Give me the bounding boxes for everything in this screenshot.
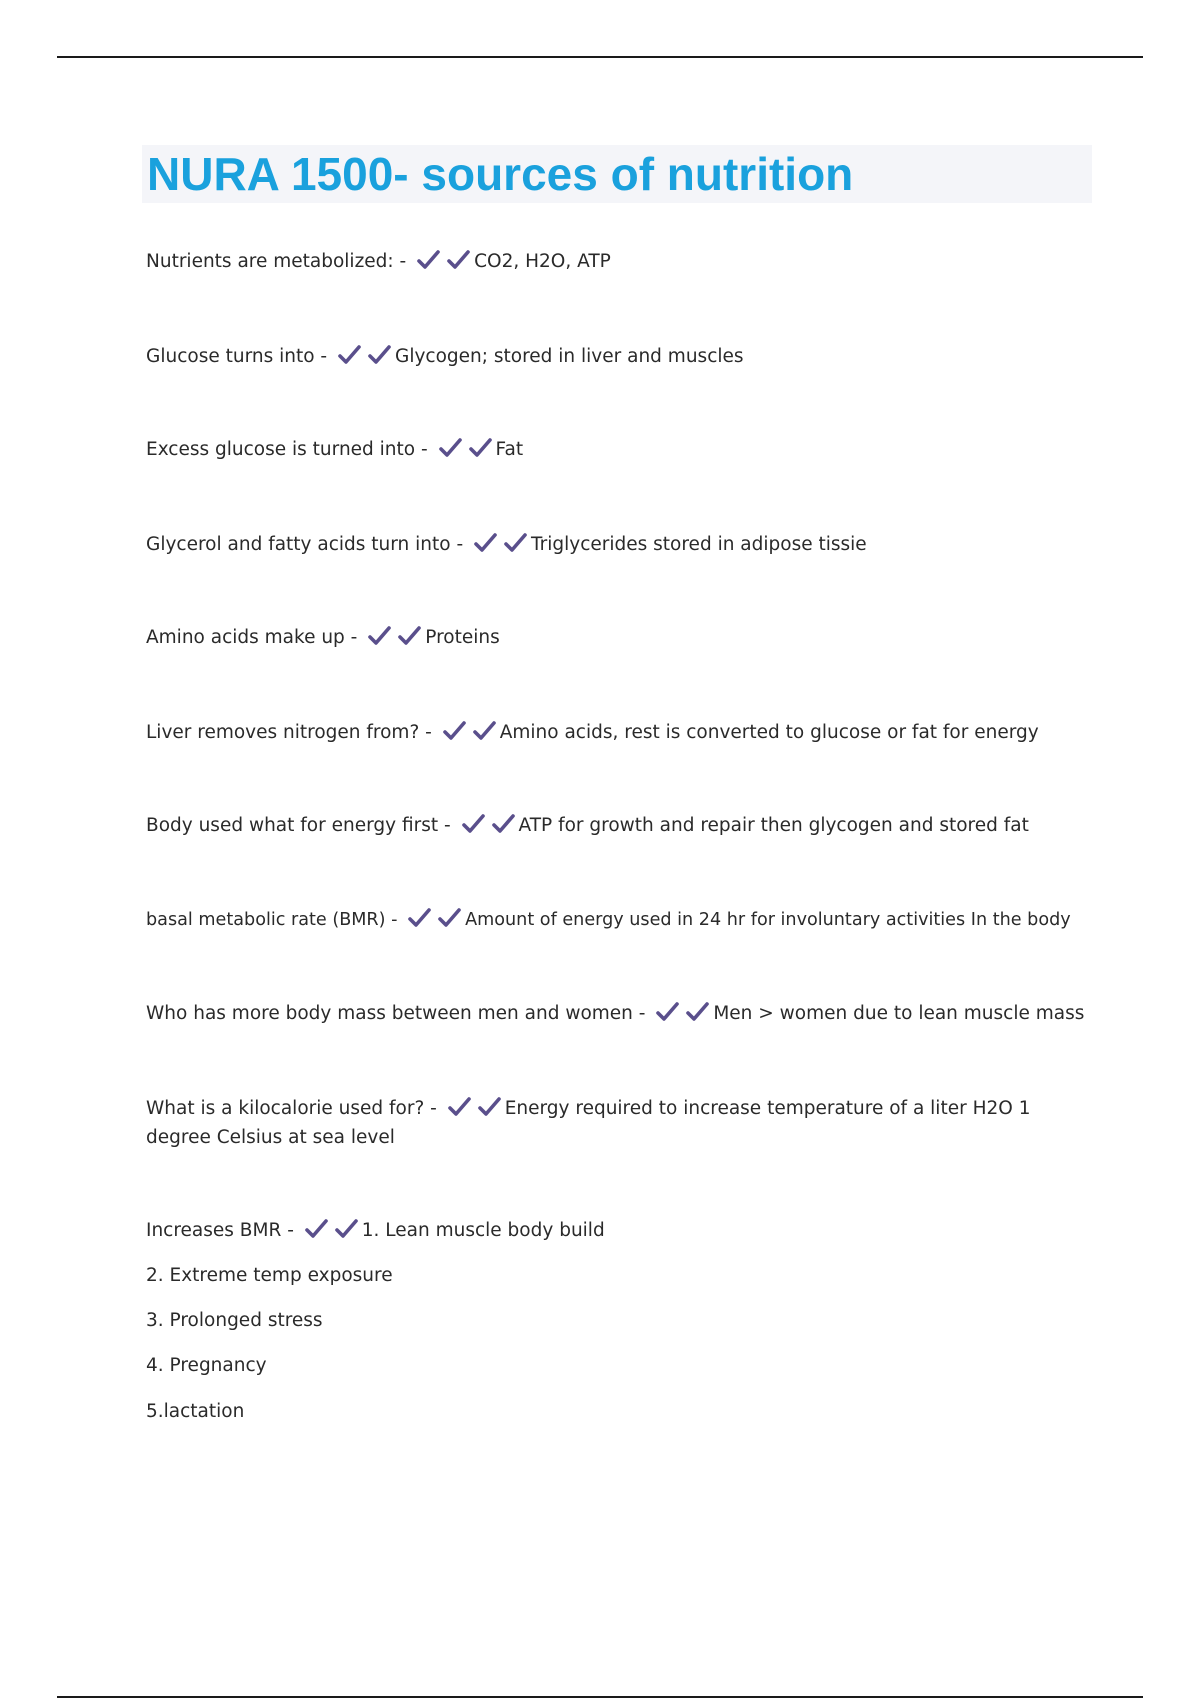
check-icon [492, 814, 515, 834]
top-rule [57, 56, 1143, 58]
bottom-rule [57, 1696, 1143, 1698]
question-text: Who has more body mass between men and women [146, 1003, 633, 1024]
check-icon [469, 438, 492, 458]
check-icon [686, 1002, 709, 1022]
check-icon [447, 250, 470, 270]
bmr-list-item: 3. Prolonged stress [146, 1310, 323, 1331]
question-text: Increases BMR [146, 1220, 282, 1241]
question-text: basal metabolic rate (BMR) [146, 910, 386, 930]
separator: - [415, 439, 434, 460]
question-text: Liver removes nitrogen from? [146, 722, 420, 743]
question-text: Amino acids make up [146, 627, 345, 648]
check-icon [368, 626, 391, 646]
question-text: Body used what for energy first [146, 815, 439, 836]
separator: - [393, 251, 413, 272]
separator: - [424, 1098, 443, 1119]
answer-text: ATP for growth and repair then glycogen and stored fat [518, 815, 1029, 836]
separator: - [632, 1003, 652, 1024]
qa-item-7 [146, 811, 1096, 840]
question-text: What is a kilocalorie used for? [146, 1098, 425, 1119]
separator: - [314, 346, 333, 367]
answer-text: Men > women due to lean muscle mass [713, 1003, 1085, 1024]
answer-text: Glycogen; stored in liver and muscles [394, 346, 744, 367]
check-icon [474, 533, 497, 553]
bmr-list-item: 2. Extreme temp exposure [146, 1265, 393, 1286]
answer-text: CO2, H2O, ATP [474, 251, 611, 272]
check-icon [368, 345, 391, 365]
check-icon [443, 721, 466, 741]
separator: - [385, 910, 404, 930]
check-icon [438, 908, 461, 928]
separator: - [344, 627, 364, 648]
separator: - [419, 722, 438, 743]
qa-item-11 [146, 1216, 1096, 1245]
qa-item-8 [146, 906, 1096, 935]
bmr-list-item: 4. Pregnancy [146, 1355, 267, 1376]
qa-item-5 [146, 623, 1096, 652]
qa-item-9 [146, 999, 1096, 1028]
answer-text: Amount of energy used in 24 hr for involuntary activities In the body [465, 910, 1071, 930]
check-icon [462, 814, 485, 834]
check-icon [473, 721, 496, 741]
question-text: Glycerol and fatty acids turn into [146, 534, 451, 555]
check-icon [335, 1219, 358, 1239]
qa-item-1 [146, 247, 1096, 276]
check-icon [408, 908, 431, 928]
answer-text: Fat [495, 439, 524, 460]
check-icon [417, 250, 440, 270]
qa-item-2 [146, 342, 1096, 371]
check-icon [504, 533, 527, 553]
answer-text: Proteins [425, 627, 500, 648]
answer-text: Amino acids, rest is converted to glucose or fat for energy [499, 722, 1039, 743]
question-text: Glucose turns into [146, 346, 315, 367]
check-icon [448, 1097, 471, 1117]
check-icon [439, 438, 462, 458]
question-text: Nutrients are metabolized: [146, 251, 394, 272]
check-icon [338, 345, 361, 365]
qa-item-4 [146, 530, 1096, 559]
check-icon [398, 626, 421, 646]
page-title: NURA 1500- sources of nutrition [147, 148, 854, 200]
check-icon [656, 1002, 679, 1022]
bmr-list-item: 5.lactation [146, 1401, 245, 1422]
question-text: Excess glucose is turned into [146, 439, 416, 460]
answer-text: Energy required to increase temperature of a liter H2O 1 degree Celsius at sea level [146, 1098, 1031, 1148]
qa-item-6 [146, 718, 1096, 747]
answer-text: 1. Lean muscle body build [361, 1220, 605, 1241]
separator: - [438, 815, 457, 836]
separator: - [450, 534, 470, 555]
qa-item-10 [146, 1094, 1076, 1152]
answer-text: Triglycerides stored in adipose tissie [531, 534, 867, 555]
check-icon [478, 1097, 501, 1117]
qa-item-3 [146, 435, 1096, 464]
check-icon [305, 1219, 328, 1239]
separator: - [281, 1220, 300, 1241]
